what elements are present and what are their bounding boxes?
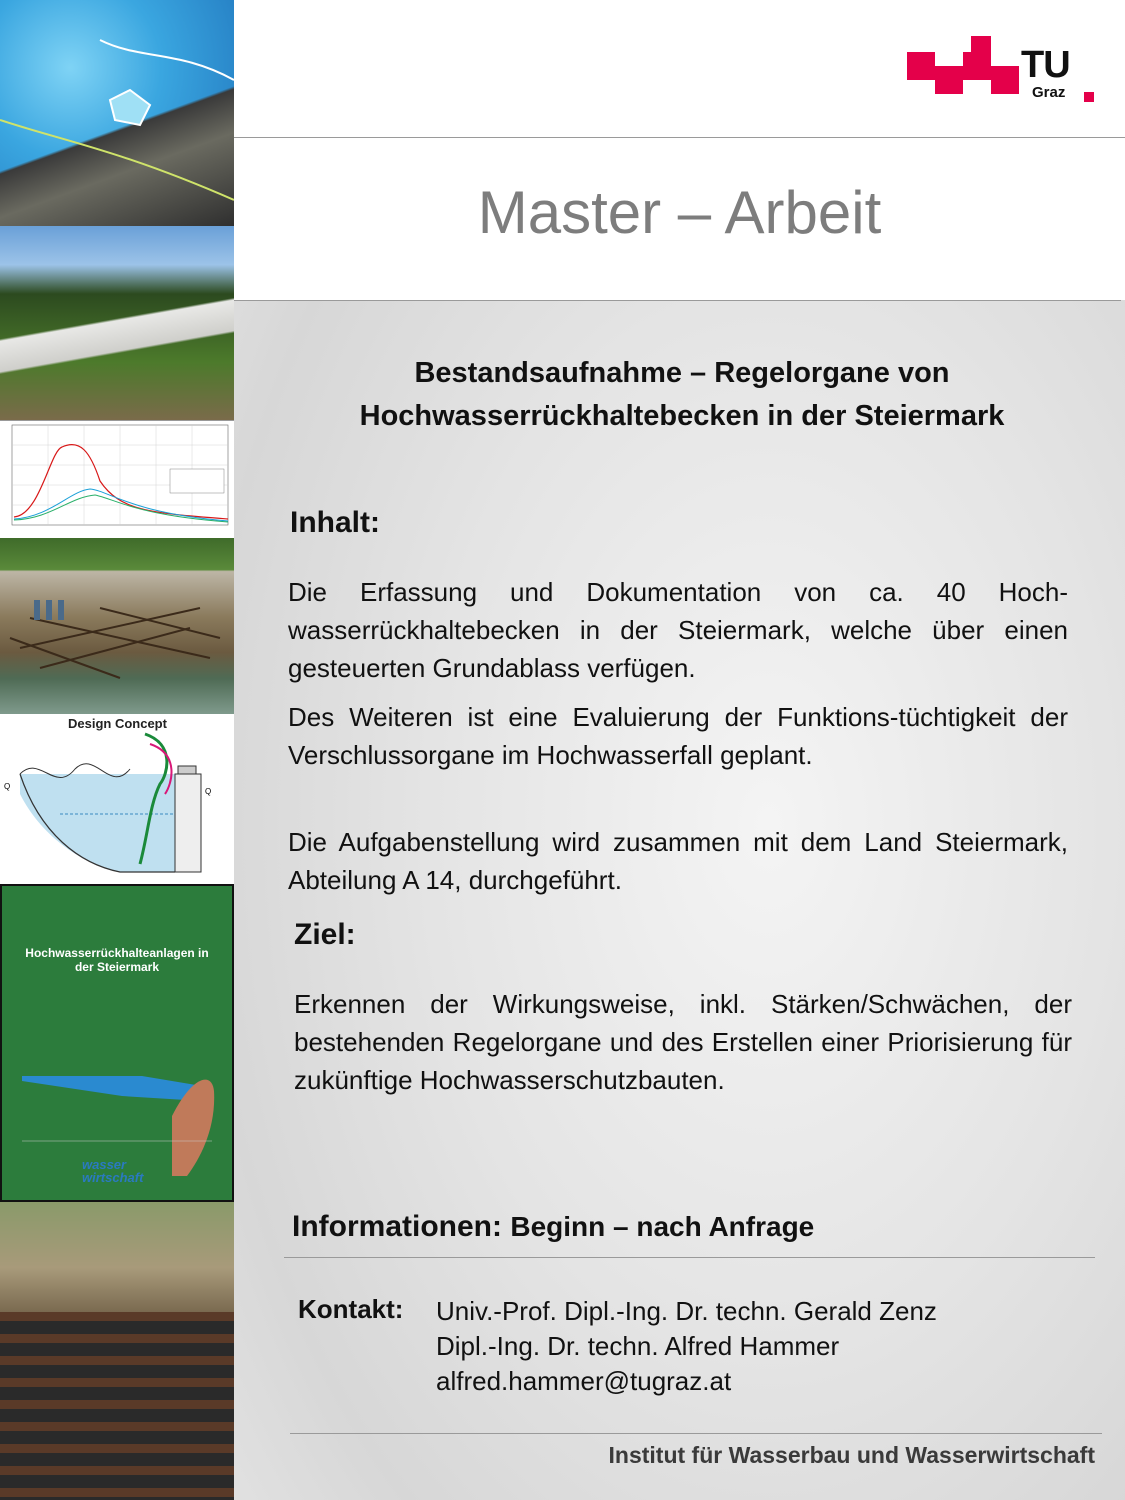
book-brand: wasser wirtschaft: [82, 1157, 144, 1185]
design-concept-diagram: [0, 714, 234, 884]
title-divider: [234, 300, 1121, 301]
subtitle-line-2: Hochwasserrückhaltebecken in der Steiermark: [359, 400, 1005, 432]
kontakt-email-link[interactable]: alfred.hammer@tugraz.at: [436, 1366, 732, 1396]
logo-squares-icon: [907, 36, 1099, 104]
kontakt-label: Kontakt:: [298, 1294, 404, 1324]
hydrograph-chart-photo: [0, 420, 234, 540]
design-concept-label: Design Concept: [68, 716, 167, 731]
ziel-heading: Ziel:: [294, 918, 356, 951]
hydrograph: [0, 421, 234, 539]
outlet-grate-photo: [0, 1202, 234, 1500]
design-concept-figure: [0, 714, 234, 884]
subtitle-line-1: Bestandsaufnahme – Regelorgane von: [414, 357, 950, 389]
photo-strip: [0, 0, 234, 1500]
info-heading: Informationen:: [292, 1210, 502, 1243]
footer-divider: [290, 1433, 1102, 1434]
inhalt-paragraph-1: Die Erfassung und Dokumentation von ca. 40 Hoch-wasserrückhaltebecken in der Steiermark, welche über einen gesteuerten Grundablass verfügen.: [288, 577, 1068, 683]
svg-text:Q: Q: [205, 787, 212, 796]
institute-footer: Institut für Wasserbau und Wasserwirtschaft: [608, 1442, 1095, 1468]
header-divider: [234, 137, 1125, 138]
thesis-subtitle: [284, 352, 1080, 438]
page-title: Master – Arbeit: [477, 179, 882, 246]
ziel-paragraph: Erkennen der Wirkungsweise, inkl. Stärken/Schwächen, der bestehenden Regelorgane und des Erstellen einer Priorisierung für zukünftige Hochwasserschutzbauten.: [294, 989, 1072, 1095]
inhalt-paragraph-3: Die Aufgabenstellung wird zusammen mit dem Land Steiermark, Abteilung A 14, durchgeführt.: [288, 827, 1068, 895]
info-section: [292, 1210, 814, 1244]
dam-photo: [0, 226, 234, 420]
book-title: Hochwasserrückhalteanlagen in der Steiermark: [25, 946, 209, 974]
logo-city: Graz: [1032, 84, 1066, 101]
logo-name: TU: [1021, 44, 1070, 86]
kontakt-lines: [436, 1294, 937, 1399]
inhalt-paragraph-2: Des Weiteren ist eine Evaluierung der Funktions-tüchtigkeit der Verschlussorgane im Hochwasserfall geplant.: [288, 702, 1068, 770]
debris-barrier-photo: [0, 538, 234, 714]
kontakt-line-1: Univ.-Prof. Dipl.-Ing. Dr. techn. Gerald Zenz: [436, 1296, 937, 1326]
book-cover-photo: [0, 884, 234, 1202]
map-lines: [0, 0, 234, 226]
info-value: Beginn – nach Anfrage: [510, 1211, 815, 1242]
info-divider: [284, 1257, 1095, 1258]
svg-text:Q: Q: [4, 782, 11, 791]
debris-shapes: [0, 538, 234, 714]
kontakt-line-2: Dipl.-Ing. Dr. techn. Alfred Hammer: [436, 1331, 840, 1361]
book-cover-art: [2, 886, 232, 1200]
logo-dot: [1084, 92, 1094, 102]
aerial-map-photo: [0, 0, 234, 226]
inhalt-heading: Inhalt:: [290, 506, 380, 539]
